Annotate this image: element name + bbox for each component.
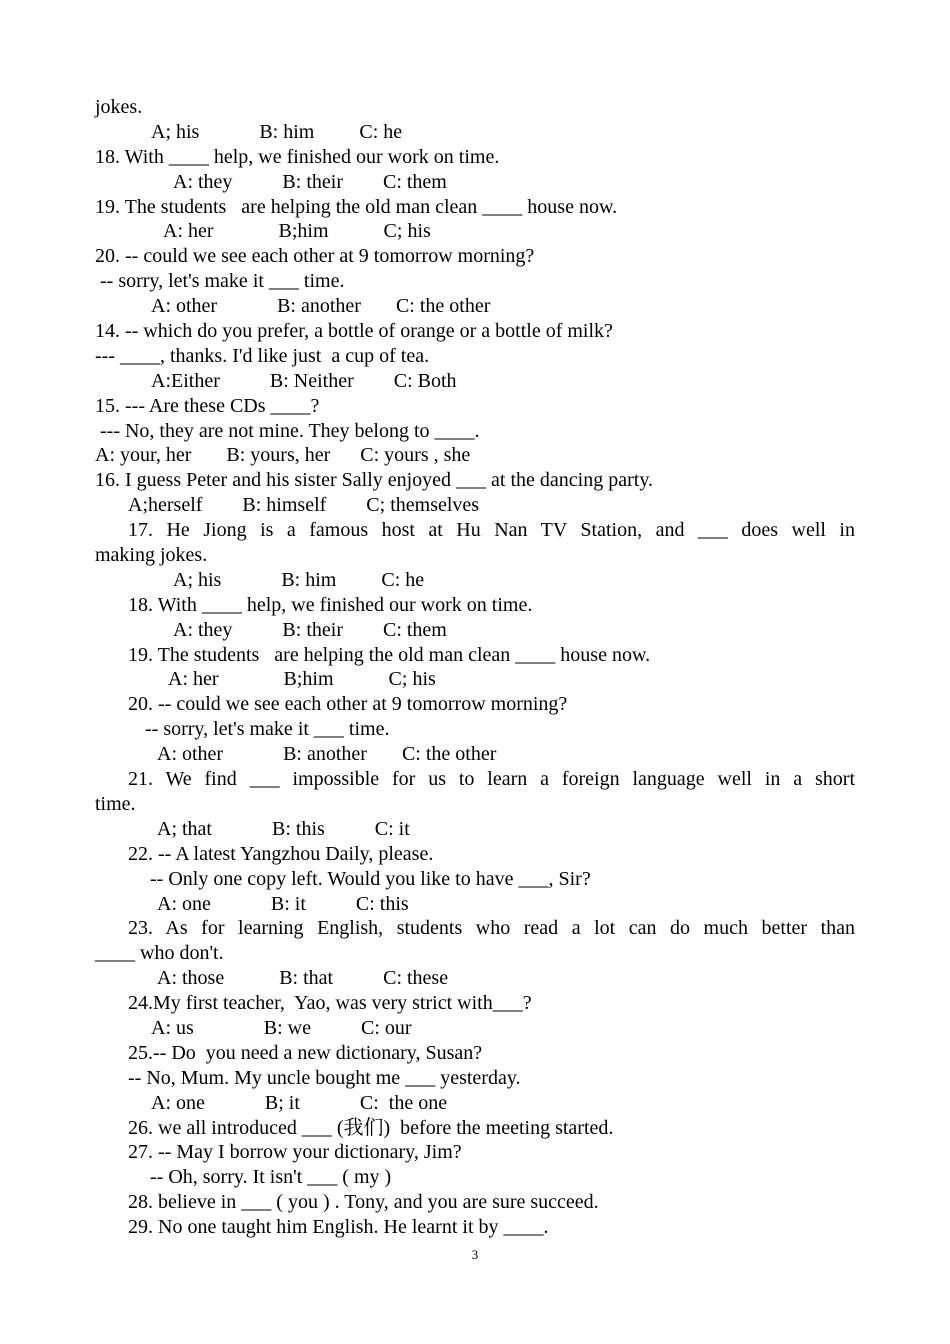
text-line: 28. believe in ___ ( you ) . Tony, and you are sure succeed. <box>128 1191 599 1214</box>
text-line: A: her B;him C; his <box>163 220 431 243</box>
text-line: A; his B: him C: he <box>151 120 403 143</box>
text-line: ____ who don't. <box>95 942 224 965</box>
document-body <box>95 95 855 1240</box>
text-line: 15. --- Are these CDs ____? <box>95 394 320 417</box>
text-line: A: other B: another C: the other <box>151 295 491 318</box>
text-line: 21. We find ___ impossible for us to learn a foreign language well in a short <box>128 768 855 791</box>
text-line: -- sorry, let's make it ___ time. <box>145 718 390 741</box>
text-line: A: one B: it C: this <box>157 892 409 915</box>
text-line: -- Only one copy left. Would you like to have ___, Sir? <box>150 867 591 890</box>
text-line: 26. we all introduced ___ (我们) before the meeting started. <box>128 1116 614 1139</box>
text-line: 14. -- which do you prefer, a bottle of orange or a bottle of milk? <box>95 320 613 343</box>
page-number: 3 <box>471 1247 479 1262</box>
text-line: A: one B; it C: the one <box>151 1091 448 1114</box>
text-line: --- No, they are not mine. They belong to ____. <box>95 419 480 442</box>
text-line: -- Oh, sorry. It isn't ___ ( my ) <box>150 1166 392 1189</box>
text-line: 27. -- May I borrow your dictionary, Jim? <box>128 1141 462 1164</box>
text-line: A; that B: this C: it <box>157 817 410 840</box>
text-line: 25.-- Do you need a new dictionary, Susan? <box>128 1041 483 1064</box>
text-line: A: us B: we C: our <box>151 1016 412 1039</box>
text-line: 23. As for learning English, students who read a lot can do much better than <box>128 917 855 940</box>
text-line: A: her B;him C; his <box>168 668 436 691</box>
text-line: -- sorry, let's make it ___ time. <box>95 270 345 293</box>
text-line: 20. -- could we see each other at 9 tomorrow morning? <box>95 245 535 268</box>
text-line: 19. The students are helping the old man clean ____ house now. <box>95 195 618 218</box>
text-line: 16. I guess Peter and his sister Sally enjoyed ___ at the dancing party. <box>95 469 654 492</box>
text-line: 29. No one taught him English. He learnt it by ____. <box>128 1216 549 1239</box>
text-line: 22. -- A latest Yangzhou Daily, please. <box>128 842 434 865</box>
text-line: time. <box>95 792 136 815</box>
text-line: A:Either B: Neither C: Both <box>151 369 457 392</box>
text-line: making jokes. <box>95 544 208 567</box>
text-line: 17. He Jiong is a famous host at Hu Nan TV Station, and ___ does well in <box>128 519 855 542</box>
text-line: --- ____, thanks. I'd like just a cup of tea. <box>95 344 430 367</box>
text-line: A: those B: that C: these <box>157 967 449 990</box>
text-line: A: your, her B: yours, her C: yours , she <box>95 444 471 467</box>
text-line: 24.My first teacher, Yao, was very strict with___? <box>128 992 532 1015</box>
text-line: 18. With ____ help, we finished our work on time. <box>128 593 533 616</box>
text-line: A; his B: him C: he <box>173 568 425 591</box>
text-line: jokes. <box>95 96 143 118</box>
text-line: 18. With ____ help, we finished our work on time. <box>95 145 500 168</box>
text-line: -- No, Mum. My uncle bought me ___ yesterday. <box>128 1066 521 1089</box>
text-line: A;herself B: himself C; themselves <box>128 494 480 517</box>
text-line: 20. -- could we see each other at 9 tomorrow morning? <box>128 693 568 716</box>
text-line: 19. The students are helping the old man clean ____ house now. <box>128 643 651 666</box>
text-line: A: they B: their C: them <box>173 170 447 193</box>
text-line: A: they B: their C: them <box>173 618 447 641</box>
text-line: A: other B: another C: the other <box>157 743 497 766</box>
